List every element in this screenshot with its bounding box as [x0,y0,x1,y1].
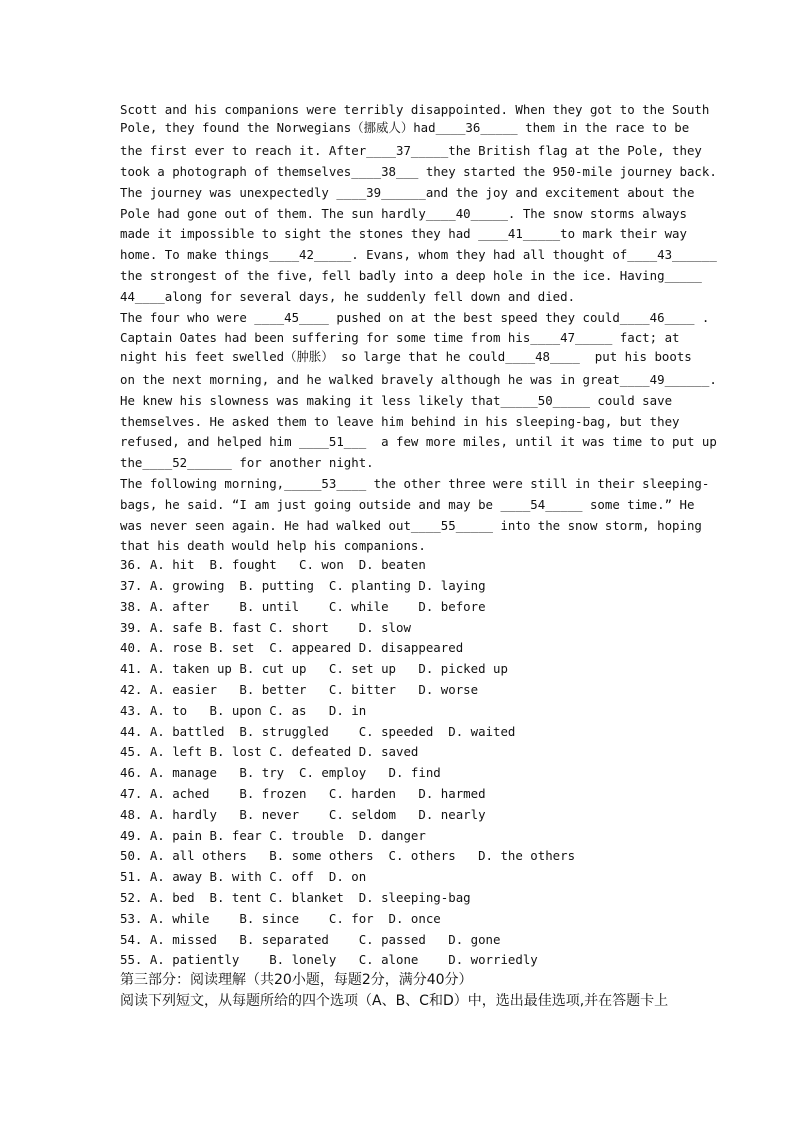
passage-line: on the next morning, and he walked bravely although he was in great____49______. [120,372,717,387]
section-heading: 第三部分：阅读理解（共20小题，每题2分，满分40分） [120,972,473,988]
passage-line: refused, and helped him ____51___ a few more miles, until it was time to put up [120,434,717,449]
option-line: 38. A. after B. until C. while D. before [120,599,486,614]
option-line: 44. A. battled B. struggled C. speeded D. waited [120,724,516,739]
passage-line: that his death would help his companions. [120,538,426,553]
passage-line: Pole, they found the Norwegians（挪威人）had____36_____ them in the race to be [120,120,690,135]
passage-line: the strongest of the five, fell badly into a deep hole in the ice. Having_____ [120,268,702,283]
option-line: 47. A. ached B. frozen C. harden D. harmed [120,786,486,801]
option-line: 53. A. while B. since C. for D. once [120,911,441,926]
passage-line: was never seen again. He had walked out____55_____ into the snow storm, hoping [120,518,702,533]
passage-line: The four who were ____45____ pushed on at the best speed they could____46____ . [120,310,710,325]
option-line: 54. A. missed B. separated C. passed D. gone [120,932,501,947]
passage-line: home. To make things____42_____. Evans, whom they had all thought of____43______ [120,247,717,262]
passage-line: The journey was unexpectedly ____39______and the joy and excitement about the [120,185,695,200]
passage-line: night his feet swelled（肿胀） so large that he could____48____ put his boots [120,349,692,364]
passage-line: the____52______ for another night. [120,455,374,470]
option-line: 48. A. hardly B. never C. seldom D. nearly [120,807,486,822]
option-line: 42. A. easier B. better C. bitter D. worse [120,682,479,697]
passage-line: the first ever to reach it. After____37_____the British flag at the Pole, they [120,143,702,158]
passage-line: took a photograph of themselves____38___ they started the 950-mile journey back. [120,164,717,179]
option-line: 50. A. all others B. some others C. others D. the others [120,848,576,863]
option-line: 49. A. pain B. fear C. trouble D. danger [120,828,426,843]
passage-line: 44____along for several days, he suddenly fell down and died. [120,289,576,304]
option-line: 41. A. taken up B. cut up C. set up D. picked up [120,661,508,676]
passage-line: Captain Oates had been suffering for some time from his____47_____ fact; at [120,330,680,345]
option-line: 46. A. manage B. try C. employ D. find [120,765,441,780]
section-instruction: 阅读下列短文，从每题所给的四个选项（A、B、C和D）中，选出最佳选项,并在答题卡上 [120,993,669,1009]
passage-line: Scott and his companions were terribly disappointed. When they got to the South [120,102,710,117]
option-line: 40. A. rose B. set C. appeared D. disappeared [120,640,464,655]
passage-line: made it impossible to sight the stones they had ____41_____to mark their way [120,226,687,241]
option-line: 51. A. away B. with C. off D. on [120,869,367,884]
passage-line: The following morning,_____53____ the other three were still in their sleeping- [120,476,710,491]
option-line: 55. A. patiently B. lonely C. alone D. worriedly [120,952,538,967]
option-line: 45. A. left B. lost C. defeated D. saved [120,744,419,759]
option-line: 39. A. safe B. fast C. short D. slow [120,620,411,635]
option-line: 37. A. growing B. putting C. planting D. laying [120,578,486,593]
passage-line: Pole had gone out of them. The sun hardly____40_____. The snow storms always [120,206,687,221]
passage-line: He knew his slowness was making it less likely that_____50_____ could save [120,393,673,408]
passage-line: themselves. He asked them to leave him behind in his sleeping-bag, but they [120,414,680,429]
option-line: 36. A. hit B. fought C. won D. beaten [120,557,426,572]
option-line: 43. A. to B. upon C. as D. in [120,703,367,718]
option-line: 52. A. bed B. tent C. blanket D. sleeping-bag [120,890,471,905]
passage-line: bags, he said. “I am just going outside and may be ____54_____ some time.” He [120,497,695,512]
